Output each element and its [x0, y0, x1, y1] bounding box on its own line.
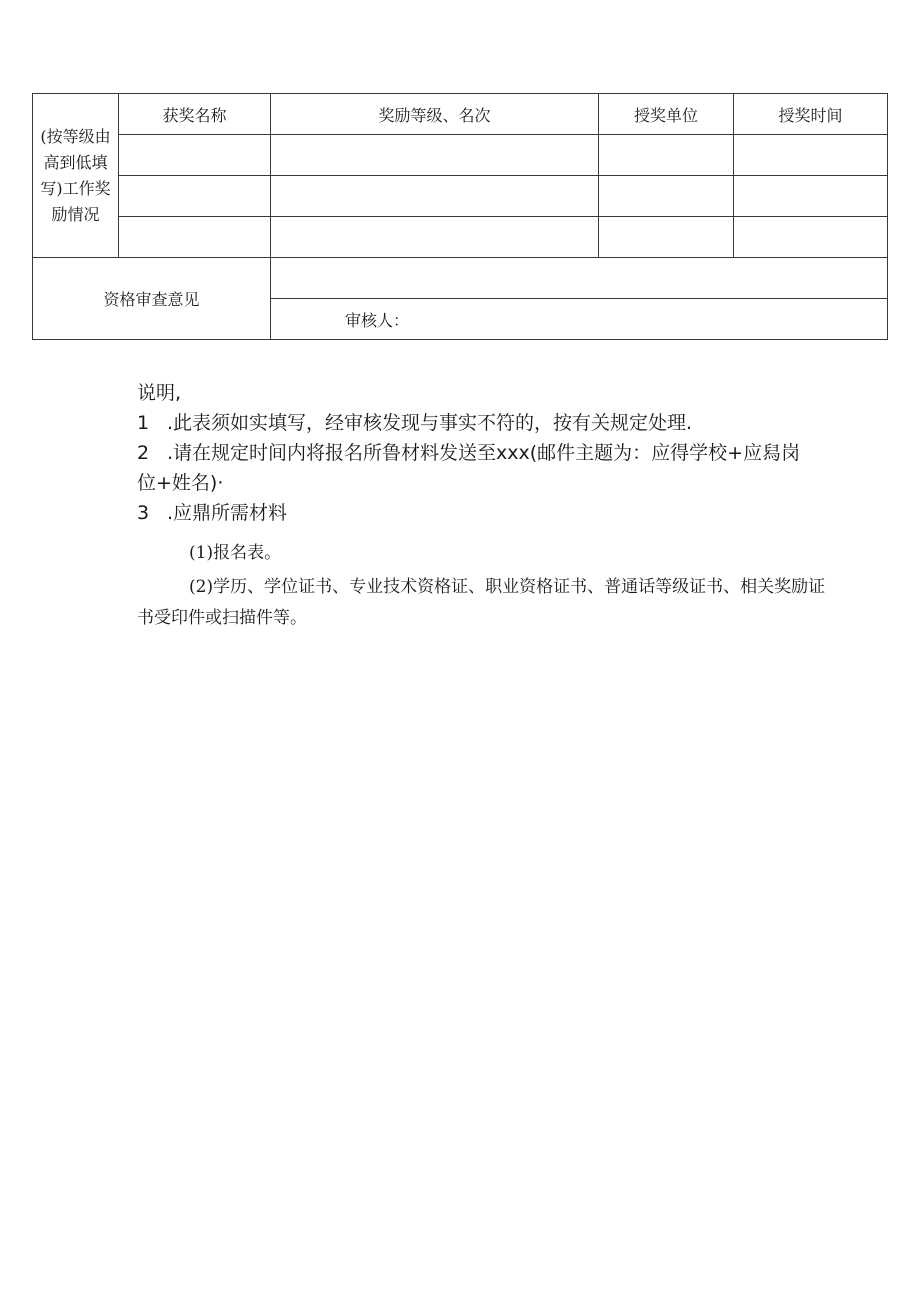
- award-name-cell[interactable]: [119, 217, 271, 258]
- note-item-continuation: [137, 468, 897, 498]
- note-text: .应鼎所需材料: [167, 502, 288, 524]
- award-level-cell[interactable]: [271, 176, 599, 217]
- awards-section-label-line: (按等级由: [40, 126, 111, 146]
- awards-section-label-line: 写)工作奖: [40, 178, 111, 198]
- award-time-cell[interactable]: [734, 217, 888, 258]
- header-award-level: 奖励等级、名次: [271, 94, 599, 135]
- award-level-cell[interactable]: [271, 135, 599, 176]
- note-item: [137, 438, 897, 468]
- note-text: .此表须如实填写，经审核发现与事实不符的，按有关规定处理.: [167, 412, 693, 434]
- award-unit-cell[interactable]: [599, 176, 734, 217]
- awards-section-label-line: 励情况: [51, 204, 100, 224]
- reviewer-cell[interactable]: [271, 299, 888, 340]
- table-row: [33, 135, 888, 176]
- award-level-cell[interactable]: [271, 217, 599, 258]
- review-row: [33, 258, 888, 299]
- reviewer-label: 审核人：: [345, 310, 410, 330]
- notes-section: [137, 378, 897, 528]
- note-number: 1: [137, 412, 150, 434]
- awards-section-label: [33, 94, 119, 258]
- award-unit-cell[interactable]: [599, 217, 734, 258]
- awards-section-label-line: 高到低填: [43, 152, 108, 172]
- note-item: [137, 498, 897, 528]
- note-item: [137, 408, 897, 438]
- table-row: [33, 176, 888, 217]
- table-header-row: [33, 94, 888, 135]
- award-unit-cell[interactable]: [599, 135, 734, 176]
- award-time-cell[interactable]: [734, 135, 888, 176]
- note-number: 3: [137, 502, 150, 524]
- review-opinion-cell[interactable]: [271, 258, 888, 299]
- sub-item: (2)学历、学位证书、专业技术资格证、职业资格证书、普通话等级证书、相关奖励证: [189, 577, 826, 597]
- note-number: 2: [137, 442, 150, 464]
- award-time-cell[interactable]: [734, 176, 888, 217]
- review-label: 资格审查意见: [33, 258, 271, 340]
- notes-title: 说明,: [137, 382, 182, 404]
- awards-form-table: [32, 93, 888, 340]
- note-text: .请在规定时间内将报名所鲁材料发送至xxx(邮件主题为：应得学校+应舄岗: [167, 442, 801, 464]
- note-text: 位+姓名)·: [137, 472, 224, 494]
- award-name-cell[interactable]: [119, 135, 271, 176]
- header-award-name: 获奖名称: [119, 94, 271, 135]
- header-award-unit: 授奖单位: [599, 94, 734, 135]
- header-award-time: 授奖时间: [734, 94, 888, 135]
- table-row: [33, 217, 888, 258]
- sub-item-continuation: 书受印件或扫描件等。: [137, 608, 307, 628]
- sub-item: (1)报名表。: [189, 543, 282, 563]
- award-name-cell[interactable]: [119, 176, 271, 217]
